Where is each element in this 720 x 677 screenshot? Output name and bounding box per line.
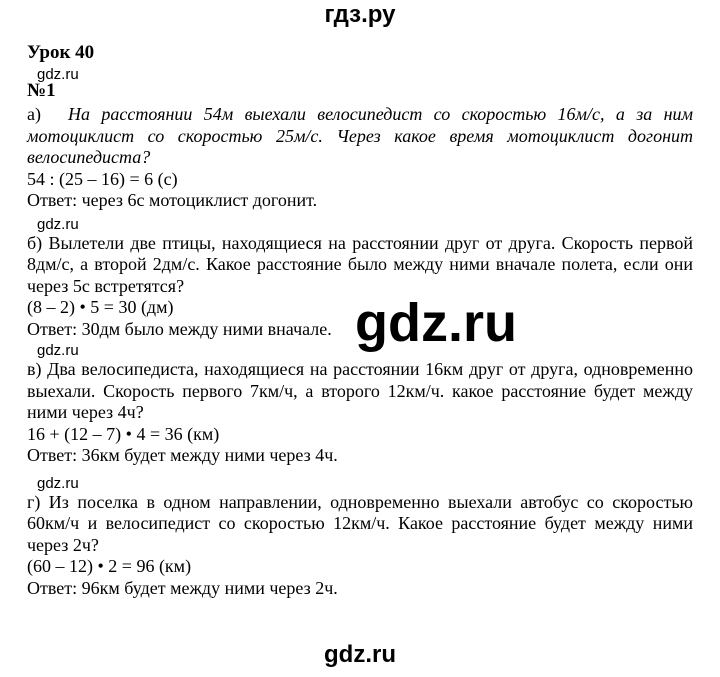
part-a-solution: 54 : (25 – 16) = 6 (с)	[27, 168, 178, 189]
part-v-solution: 16 + (12 – 7) • 4 = 36 (км)	[27, 423, 220, 444]
part-g-question: г) Из поселка в одном направлении, одновременно выехали автобус со скоростью 60км/ч и велосипедист со скоростью 12км/ч. Какое расстояние будет между ними через 2ч?	[27, 491, 693, 555]
task-number: №1	[27, 80, 56, 101]
site-footer: gdz.ru	[324, 641, 396, 668]
watermark-small: gdz.ru	[37, 474, 79, 492]
watermark-small: gdz.ru	[37, 342, 79, 359]
part-g-solution: (60 – 12) • 2 = 96 (км)	[27, 556, 192, 576]
watermark-large: gdz.ru	[355, 293, 517, 353]
part-v-answer: Ответ: 36км будет между ними через 4ч.	[27, 445, 338, 465]
part-v-question: в) Два велосипедиста, находящиеся на расстоянии 16км друг от друга, одновременно выехали. Скорость первого 7км/ч, а второго 12км/ч. какое расстояние будет между ними через 4ч?	[27, 359, 693, 422]
watermark-small: gdz.ru	[37, 66, 79, 83]
watermark-small: gdz.ru	[37, 215, 79, 233]
part-g-answer: Ответ: 96км будет между ними через 2ч.	[27, 577, 338, 598]
part-b-answer: Ответ: 30дм было между ними вначале.	[27, 318, 332, 339]
lesson-title: Урок 40	[27, 42, 95, 63]
part-b-question: б) Вылетели две птицы, находящиеся на расстоянии друг от друга. Скорость первой 8дм/с, а второй 2дм/с. Какое расстояние было между ними вначале полета, если они через 5с встретятся?	[27, 232, 693, 296]
part-a-question-text: На расстоянии 54м выехали велосипедист со скоростью 16м/с, а за ним мотоциклист со скоростью 25м/с. Через какое время мотоциклист догонит велосипедиста?	[27, 104, 693, 167]
site-header: гдз.ру	[324, 1, 396, 28]
part-a-answer: Ответ: через 6с мотоциклист догонит.	[27, 190, 318, 210]
part-a-question	[27, 104, 693, 169]
part-b-solution: (8 – 2) • 5 = 30 (дм)	[27, 297, 174, 317]
part-a-label: а)	[27, 104, 41, 124]
